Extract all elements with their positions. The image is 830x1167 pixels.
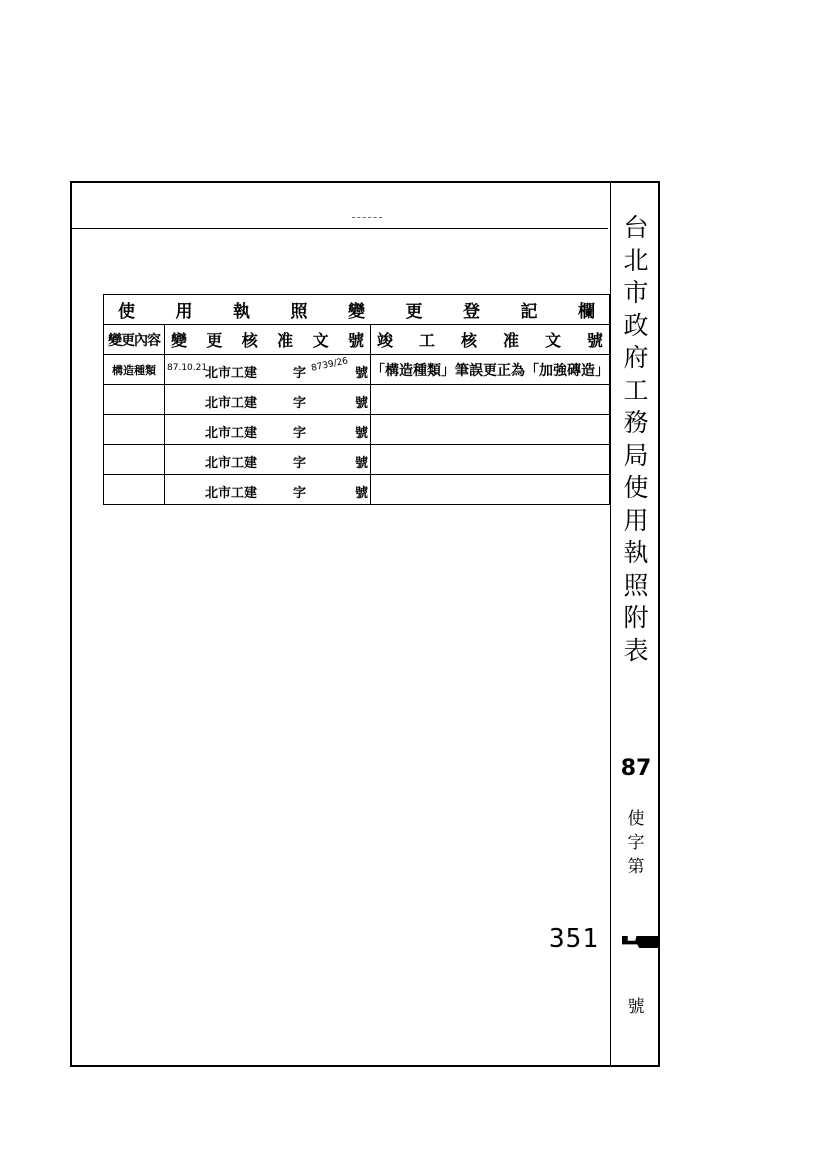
approval-date: 87.10.21 [167,363,208,373]
title-char: 更 [405,302,423,322]
cell-approval [165,445,371,475]
table-row [104,355,610,385]
side-title-char: 照 [623,570,649,600]
change-register-table [103,294,610,505]
side-title-char: 台 [623,213,649,242]
row-zi: 字 [293,486,307,501]
table-row [104,385,610,415]
row-prefix: 北市工建 [205,456,258,471]
header-char: 准 [277,331,294,350]
header-change-content: 變更內容 [104,325,165,355]
row-hao: 號 [354,486,368,501]
header-char: 更 [206,331,223,350]
side-title-char: 用 [623,505,649,535]
cell-completion [371,475,610,505]
side-title [612,212,660,667]
top-rule [72,228,608,229]
cell-completion [371,385,610,415]
header-char: 文 [312,331,329,350]
table-row [104,415,610,445]
title-char: 欄 [578,302,595,322]
label-di: 第 [627,857,645,877]
approval-number: 8739/26 [310,356,350,374]
header-change-approval [165,325,371,355]
side-title-char: 北 [623,245,649,275]
row-prefix: 北市工建 [205,486,258,501]
header-char: 號 [586,331,603,350]
header-char: 工 [418,331,435,350]
title-char: 登 [463,302,480,322]
row-zi: 字 [293,426,307,441]
header-char: 核 [460,331,477,350]
row-hao: 號 [354,366,368,381]
title-char: 用 [175,302,193,322]
title-char: 記 [520,302,538,322]
side-divider [610,183,611,1065]
row-prefix: 北市工建 [205,426,258,441]
title-char: 使 [118,302,135,322]
header-char: 竣 [377,331,394,350]
row-hao: 號 [354,426,368,441]
row-prefix: 北市工建 [205,396,258,411]
side-title-char: 務 [623,408,649,437]
side-title-char: 工 [623,375,649,405]
cell-content [104,445,165,475]
cell-completion [371,415,610,445]
faint-mark [352,217,382,218]
side-title-char: 使 [623,473,649,502]
table-row [104,475,610,505]
year-number: 87 [620,756,652,781]
side-title-char: 市 [623,278,649,307]
title-char: 執 [233,302,250,322]
side-title-char: 政 [623,310,649,340]
table-row [104,445,610,475]
row-prefix: 北市工建 [205,366,258,381]
side-title-char: 表 [623,635,649,665]
cell-approval [165,475,371,505]
side-title-char: 附 [623,603,649,632]
license-number: 351 [549,924,599,954]
table-title [104,295,610,325]
cell-approval [165,355,371,385]
label-zi: 字 [627,833,645,853]
label-hao: 號 [627,997,645,1017]
cell-approval [165,415,371,445]
row-zi: 字 [293,456,307,471]
cell-content [104,475,165,505]
side-title-char: 執 [623,538,649,567]
cell-content [104,385,165,415]
header-char: 變 [171,331,188,350]
row-hao: 號 [354,456,368,471]
cell-completion [371,445,610,475]
header-char: 號 [347,331,364,350]
title-char: 變 [348,302,365,322]
cell-content: 構造種類 [104,355,165,385]
row-hao: 號 [354,396,368,411]
label-shi: 使 [627,809,645,829]
row-zi: 字 [293,396,307,411]
header-char: 核 [241,331,258,350]
header-char: 准 [502,331,519,350]
cell-completion: 「構造種類」筆誤更正為「加強磚造」 [371,355,610,385]
title-char: 照 [290,302,308,322]
side-title-char: 局 [623,440,649,470]
row-zi: 字 [293,366,307,381]
cell-approval [165,385,371,415]
side-title-char: 府 [623,343,649,372]
cell-content [104,415,165,445]
header-char: 文 [544,331,561,350]
header-completion-approval [371,325,610,355]
